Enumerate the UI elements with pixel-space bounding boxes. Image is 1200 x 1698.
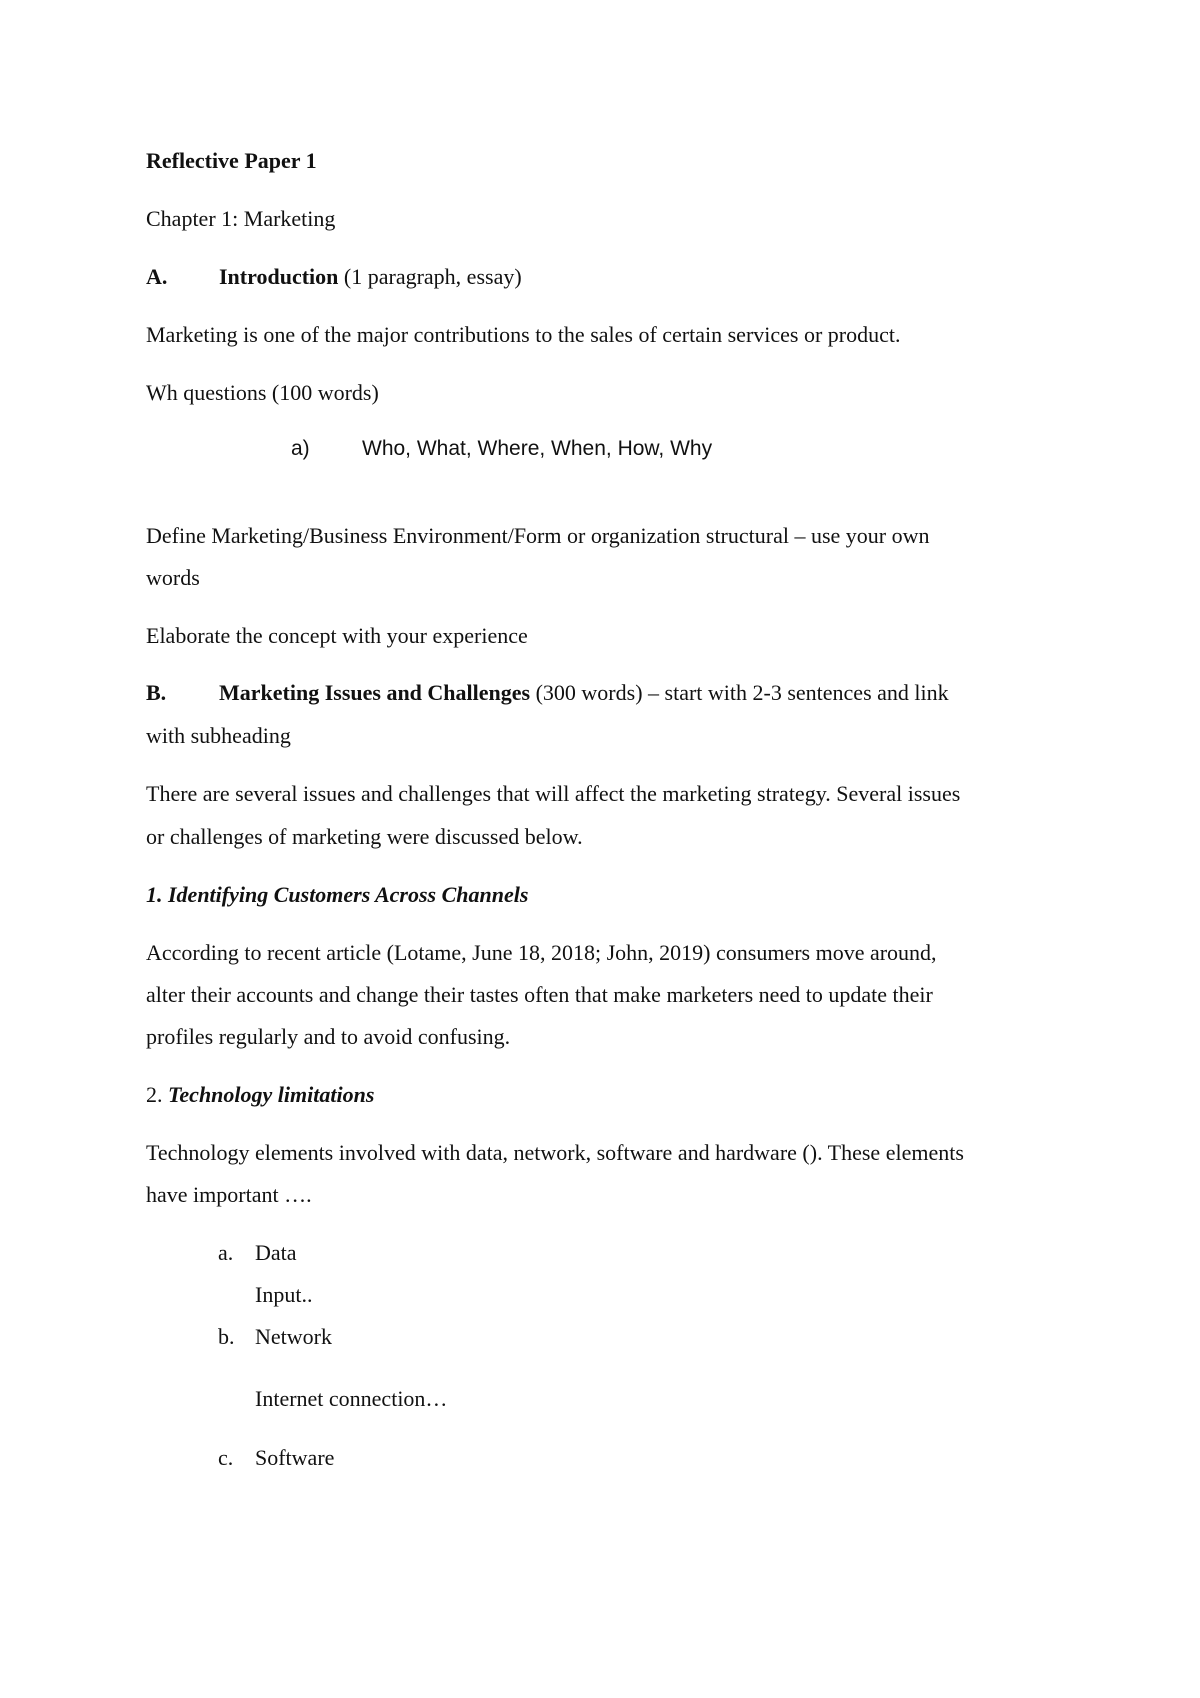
section-a-note: (1 paragraph, essay) (338, 264, 522, 289)
sub1-paragraph-line-2: alter their accounts and change their tastes often that make marketers need to update their (146, 982, 933, 1007)
list-label: a. (218, 1240, 234, 1265)
list-item-data (218, 1240, 297, 1265)
list-item-data-sub: Input.. (255, 1282, 313, 1307)
section-b-letter: B. (146, 680, 167, 705)
list-item-software (218, 1445, 334, 1470)
sub1-paragraph-line-1: According to recent article (Lotame, June 18, 2018; John, 2019) consumers move around, (146, 940, 937, 965)
wh-list-item (291, 437, 712, 461)
list-label: b. (218, 1324, 235, 1349)
list-item-network (218, 1324, 332, 1349)
list-item-network-sub: Internet connection… (255, 1386, 448, 1411)
wh-questions-title: Wh questions (100 words) (146, 380, 379, 405)
section-b-heading (146, 680, 949, 705)
subheading-2-number: 2. (146, 1082, 168, 1107)
issues-paragraph-line-2: or challenges of marketing were discussed below. (146, 824, 583, 849)
section-b-note: (300 words) – start with 2-3 sentences and link (530, 680, 949, 705)
section-b-note-line-2: with subheading (146, 723, 291, 748)
sub1-paragraph-line-3: profiles regularly and to avoid confusing. (146, 1024, 511, 1049)
sub2-paragraph-line-1: Technology elements involved with data, network, software and hardware (). These elements (146, 1140, 964, 1165)
list-text: Data (255, 1240, 297, 1265)
list-text: Network (255, 1324, 332, 1349)
define-paragraph-line-2: words (146, 565, 200, 590)
section-a-title: Introduction (219, 264, 339, 289)
chapter-heading: Chapter 1: Marketing (146, 206, 336, 231)
issues-paragraph-line-1: There are several issues and challenges that will affect the marketing strategy. Several issues (146, 781, 961, 806)
subheading-1: 1. Identifying Customers Across Channels (146, 882, 529, 907)
define-paragraph-line-1: Define Marketing/Business Environment/Form or organization structural – use your own (146, 523, 930, 548)
section-a-letter: A. (146, 264, 168, 289)
intro-sentence: Marketing is one of the major contributions to the sales of certain services or product. (146, 322, 901, 347)
subheading-2-title: Technology limitations (168, 1082, 375, 1107)
wh-item-text: Who, What, Where, When, How, Why (362, 437, 713, 460)
sub2-paragraph-line-2: have important …. (146, 1182, 312, 1207)
wh-item-label: a) (291, 437, 310, 460)
elaborate-sentence: Elaborate the concept with your experience (146, 623, 528, 648)
section-a-heading (146, 264, 522, 289)
document-title: Reflective Paper 1 (146, 148, 317, 173)
list-text: Software (255, 1445, 335, 1470)
subheading-2 (146, 1082, 374, 1107)
section-b-title: Marketing Issues and Challenges (219, 680, 531, 705)
list-label: c. (218, 1445, 234, 1470)
